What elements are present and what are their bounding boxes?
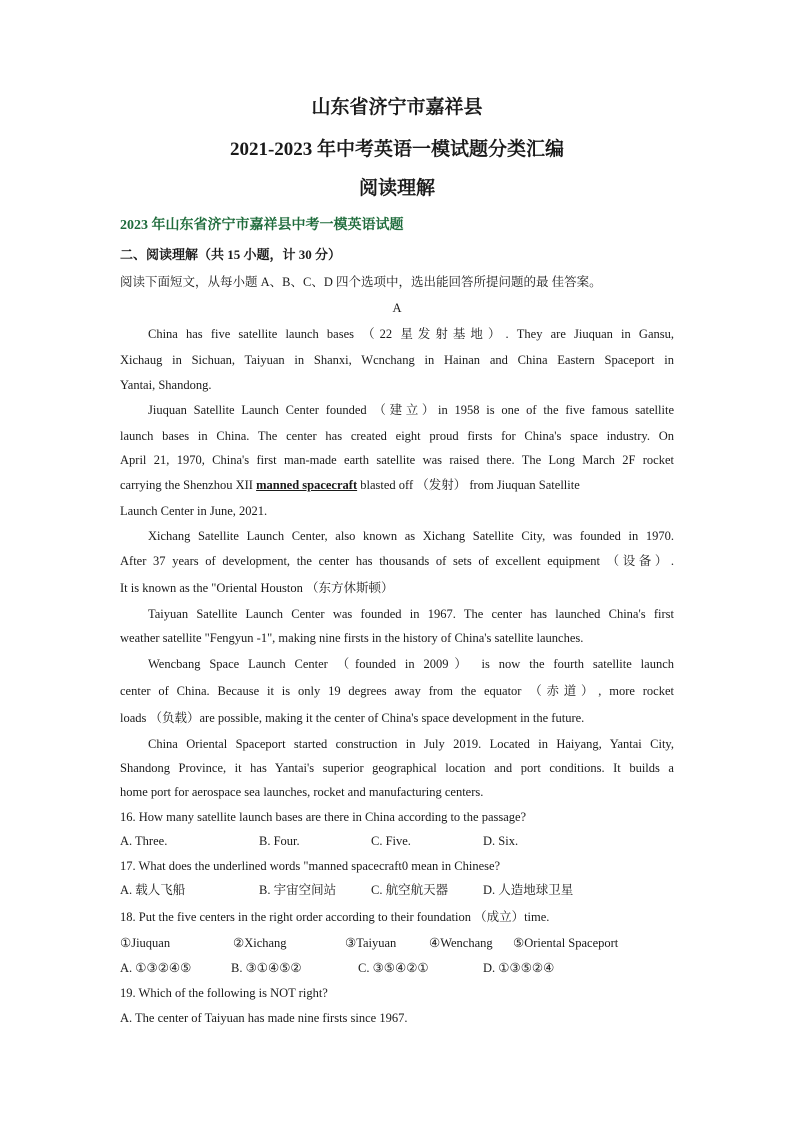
option-c: C. ③⑤④②①	[358, 961, 429, 975]
question-19-option-a: A. The center of Taiyuan has made nine firsts since 1967.	[120, 1011, 408, 1025]
passage-line: Xichaug in Sichuan, Taiyuan in Shanxi, Wcnchang in Hainan and China Eastern Spaceport in	[120, 353, 674, 367]
option-d: D. ①③⑤②④	[483, 961, 555, 975]
question-17-options	[120, 882, 674, 898]
title-topic: 阅读理解	[358, 178, 435, 199]
option-d: D. Six.	[483, 834, 519, 848]
question-18-items	[120, 935, 674, 951]
passage-line: center of China. Because it is only 19 degrees away from the equator （赤道）, more rocket	[120, 684, 674, 698]
item-2: ②Xichang	[233, 936, 287, 950]
question-18: 18. Put the five centers in the right order according to their foundation （成立）time.	[120, 910, 550, 924]
passage-line: Taiyuan Satellite Launch Center was founded in 1967. The center has launched China's first	[148, 607, 674, 621]
option-a: A. ①③②④⑤	[120, 961, 192, 975]
passage-line: loads （负载）are possible, making it the center of China's space development in the future.	[120, 711, 585, 725]
option-b: B. 宇宙空间站	[259, 883, 337, 897]
passage-line-underlined	[120, 477, 674, 493]
passage-line: Wencbang Space Launch Center （founded in 2009） is now the fourth satellite launch	[148, 657, 674, 671]
passage-label: A	[392, 301, 402, 315]
passage-line: Xichang Satellite Launch Center, also known as Xichang Satellite City, was founded in 1970.	[148, 529, 674, 543]
passage-line: Yantai, Shandong.	[120, 378, 212, 392]
passage-line: weather satellite "Fengyun -1", making nine firsts in the history of China's satellite launches.	[120, 631, 584, 645]
passage-line: China Oriental Spaceport started construction in July 2019. Located in Haiyang, Yantai City,	[148, 737, 674, 751]
item-3: ③Taiyuan	[345, 936, 397, 950]
instruction: 阅读下面短文，从每小题 A、B、C、D 四个选项中，选出能回答所提问题的最 佳答案。	[120, 275, 602, 289]
question-18-options	[120, 960, 674, 976]
passage-text: blasted off （发射） from Jiuquan Satellite	[360, 478, 580, 492]
item-1: ①Jiuquan	[120, 936, 171, 950]
option-a: A. 载人飞船	[120, 883, 186, 897]
part-heading: 二、阅读理解（共 15 小题，计 30 分）	[120, 247, 342, 262]
passage-line: After 37 years of development, the center has thousands of sets of excellent equipment （设备）.	[120, 554, 674, 568]
passage-line: It is known as the "Oriental Houston （东方休斯顿）	[120, 581, 394, 595]
section-title: 2023 年山东省济宁市嘉祥县中考一模英语试题	[120, 218, 404, 233]
passage-line: April 21, 1970, China's first man-made earth satellite was raised there. The Long March 2F rocket	[120, 453, 674, 467]
question-16: 16. How many satellite launch bases are there in China according to the passage?	[120, 810, 527, 824]
passage-text: carrying the Shenzhou XII	[120, 478, 253, 492]
passage-line: Launch Center in June, 2021.	[120, 504, 268, 518]
passage-line: launch bases in China. The center has created eight proud firsts for China's space industry. On	[120, 429, 674, 443]
passage-line: home port for aerospace sea launches, rocket and manufacturing centers.	[120, 785, 484, 799]
option-d: D. 人造地球卫星	[483, 883, 574, 897]
option-c: C. 航空航天器	[371, 883, 449, 897]
title-exam: 2021-2023 年中考英语一模试题分类汇编	[229, 139, 565, 160]
underlined-phrase: manned spacecraft	[256, 478, 358, 492]
passage-line: China has five satellite launch bases （22 星发射基地）. They are Jiuquan in Gansu,	[148, 327, 674, 341]
item-4: ④Wenchang	[429, 936, 493, 950]
question-19: 19. Which of the following is NOT right?	[120, 986, 328, 1000]
option-c: C. Five.	[371, 834, 411, 848]
item-5: ⑤Oriental Spaceport	[513, 936, 619, 950]
option-a: A. Three.	[120, 834, 168, 848]
question-17: 17. What does the underlined words "manned spacecraft0 mean in Chinese?	[120, 859, 501, 873]
passage-line: Shandong Province, it has Yantai's superior geographical location and port conditions. It builds a	[120, 761, 674, 775]
question-16-options	[120, 833, 674, 849]
option-b: B. Four.	[259, 834, 300, 848]
title-region: 山东省济宁市嘉祥县	[311, 97, 483, 118]
passage-line: Jiuquan Satellite Launch Center founded （建立）in 1958 is one of the five famous satellite	[148, 403, 674, 417]
option-b: B. ③①④⑤②	[231, 961, 302, 975]
